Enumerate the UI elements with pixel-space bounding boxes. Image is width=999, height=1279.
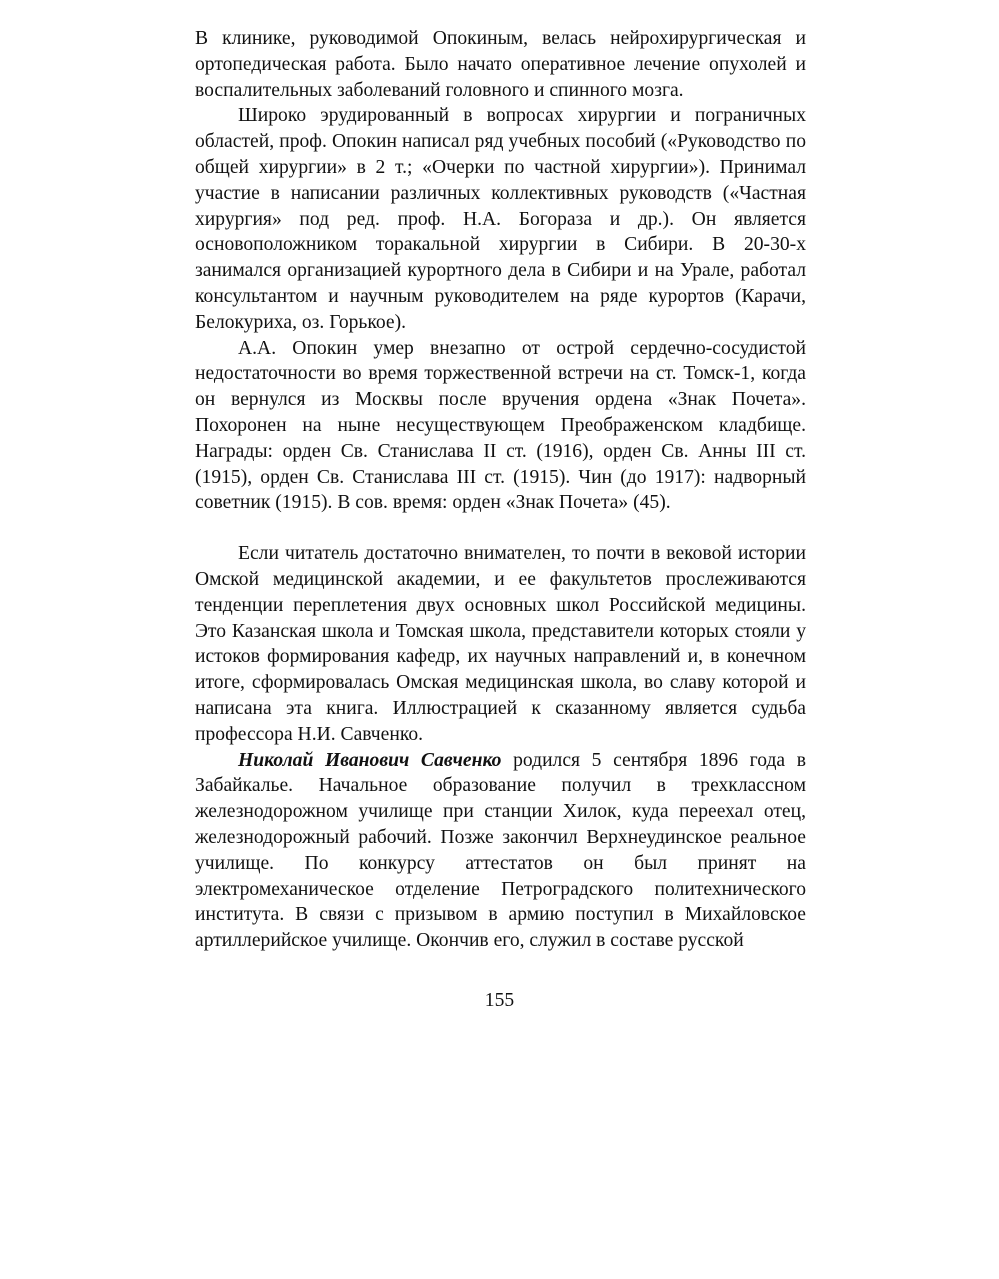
page-body — [195, 26, 806, 954]
paragraph-death-awards: А.А. Опокин умер внезапно от острой сердечно-сосудистой недостаточности во время торжественной встречи на ст. Томск-1, когда он вернулся из Москвы после вручения ордена «Знак Почета». Похоронен на ныне несуществующем Преображенском кладбище. Награды: орден Св. Станислава II ст. (1916), орден Св. Анны III ст. (1915), орден Св. Станислава III ст. (1915). Чин (до 1917): надворный советник (1915). В сов. время: орден «Знак Почета» (45). — [195, 337, 806, 514]
paragraph-clinic: В клинике, руководимой Опокиным, велась нейрохирургическая и ортопедическая работа. Было начато оперативное лечение опухолей и воспалительных заболеваний головного и спинного мозга. — [195, 28, 806, 101]
paragraph-savchenko — [195, 748, 806, 954]
paragraph-schools: Если читатель достаточно внимателен, то почти в вековой истории Омской медицинской академии, и ее факультетов прослеживаются тенденции переплетения двух основных школ Российской медицины. Это Казанская школа и Томская школа, представители которых стояли у истоков формирования кафедр, их научных направлений и, в конечном итоге, сформировалась Омская медицинская школа, во славу которой и написана эта книга. Иллюстрацией к сказанному является судьба профессора Н.И. Савченко. — [195, 543, 806, 745]
page-number: 155 — [484, 990, 515, 1011]
savchenko-bio: родился 5 сентября 1896 года в Забайкалье. Начальное образование получил в трехклассном железнодорожном училище при станции Хилок, куда переехал отец, железнодорожный рабочий. Позже закончил Верхнеудинское реальное училище. По конкурсу аттестатов он был принят на электромеханическое отделение Петроградского политехнического института. В связи с призывом в армию поступил в Михайловское артиллерийское училище. Окончив его, служил в составе русской — [195, 749, 806, 952]
paragraph-publications: Широко эрудированный в вопросах хирургии и пограничных областей, проф. Опокин написал ряд учебных пособий («Руководство по общей хирургии» в 2 т.; «Очерки по частной хирургии»). Принимал участие в написании различных коллективных руководств («Частная хирургия» под ред. проф. Н.А. Богораза и др.). Он является основоположником торакальной хирургии в Сибири. В 20-30-х занимался организацией курортного дела в Сибири и на Урале, работал консультантом и научным руководителем на ряде курортов (Карачи, Белокуриха, оз. Горькое). — [195, 105, 806, 333]
savchenko-name: Николай Иванович Савченко — [238, 749, 502, 771]
